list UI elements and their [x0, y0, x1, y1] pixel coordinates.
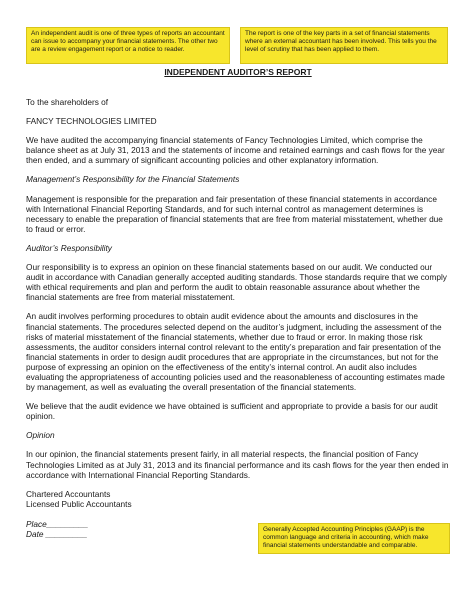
auditor-responsibility-heading: Auditor’s Responsibility: [26, 242, 112, 253]
callout-note-gaap: Generally Accepted Accounting Principles (GAAP) is the common language and criteria in accounting, which make financial statements understandable and comparable.: [258, 523, 450, 554]
signoff-chartered-accountants: Chartered Accountants: [26, 488, 111, 499]
auditor-responsibility-paragraph-1: Our responsibility is to express an opinion on these financial statements based on our audit. We conducted our audit in accordance with Canadian generally accepted auditing standards. Those standards require that we comply with ethical requirements and plan and perform the audit to obtain reasonable assurance about whether the financial statements are free from material misstatement.: [26, 262, 447, 303]
callout-note-report-scrutiny: The report is one of the key parts in a set of financial statements where an external accountant has been involved. This tells you the level of scrutiny that has been applied to them.: [240, 27, 448, 64]
place-line: Place_________: [26, 518, 89, 529]
opinion-paragraph: In our opinion, the financial statements present fairly, in all material respects, the financial position of Fancy Technologies Limited as at July 31, 2013 and its financial performance and its cash flows for the year then ended in accordance with International Financial Reporting Standards.: [26, 449, 449, 480]
report-title: INDEPENDENT AUDITOR’S REPORT: [164, 67, 312, 77]
auditor-responsibility-paragraph-3: We believe that the audit evidence we have obtained is sufficient and appropriate to provide a basis for our audit opinion.: [26, 401, 438, 422]
date-line: Date _________: [26, 529, 88, 539]
callout-note-audit-types: An independent audit is one of three types of reports an accountant can issue to accompany your financial statements. The other two are a review engagement report or a notice to reader.: [26, 27, 230, 64]
company-name: FANCY TECHNOLOGIES LIMITED: [26, 116, 157, 127]
audit-report-document: [26, 67, 450, 539]
signature-block: [26, 489, 450, 509]
signoff-licensed-public-accountants: Licensed Public Accountants: [26, 498, 132, 509]
auditor-responsibility-paragraph-2: An audit involves performing procedures to obtain audit evidence about the amounts and disclosures in the financial statements. The procedures selected depend on the auditor’s judgment, including the assessment of the risks of material misstatement of the financial statements, whether due to fraud or error. In making those risk assessments, the auditor considers internal control relevant to the entity’s preparation and fair presentation of the financial statements in order to design audit procedures that are appropriate in the circumstances, but not for the purpose of expressing an opinion on the effectiveness of the entity’s internal control. An audit also includes evaluating the appropriateness of accounting policies used and the reasonableness of accounting estimates made by management, as well as evaluating the overall presentation of the financial statements.: [26, 311, 445, 393]
management-responsibility-paragraph: Management is responsible for the preparation and fair presentation of these financial statements in accordance with International Financial Reporting Standards, and for such internal control as management determines is necessary to enable the preparation of financial statements that are free from material misstatement, whether due to fraud or error.: [26, 193, 443, 234]
management-responsibility-heading: Management’s Responsibility for the Financial Statements: [26, 174, 240, 185]
opinion-heading: Opinion: [26, 430, 55, 441]
intro-paragraph: We have audited the accompanying financial statements of Fancy Technologies Limited, which comprise the balance sheet as at July 31, 2013 and the statements of income and retained earnings and cash flows for the year then ended, and a summary of significant accounting policies and other explanatory information.: [26, 135, 445, 166]
salutation: To the shareholders of: [26, 97, 109, 107]
